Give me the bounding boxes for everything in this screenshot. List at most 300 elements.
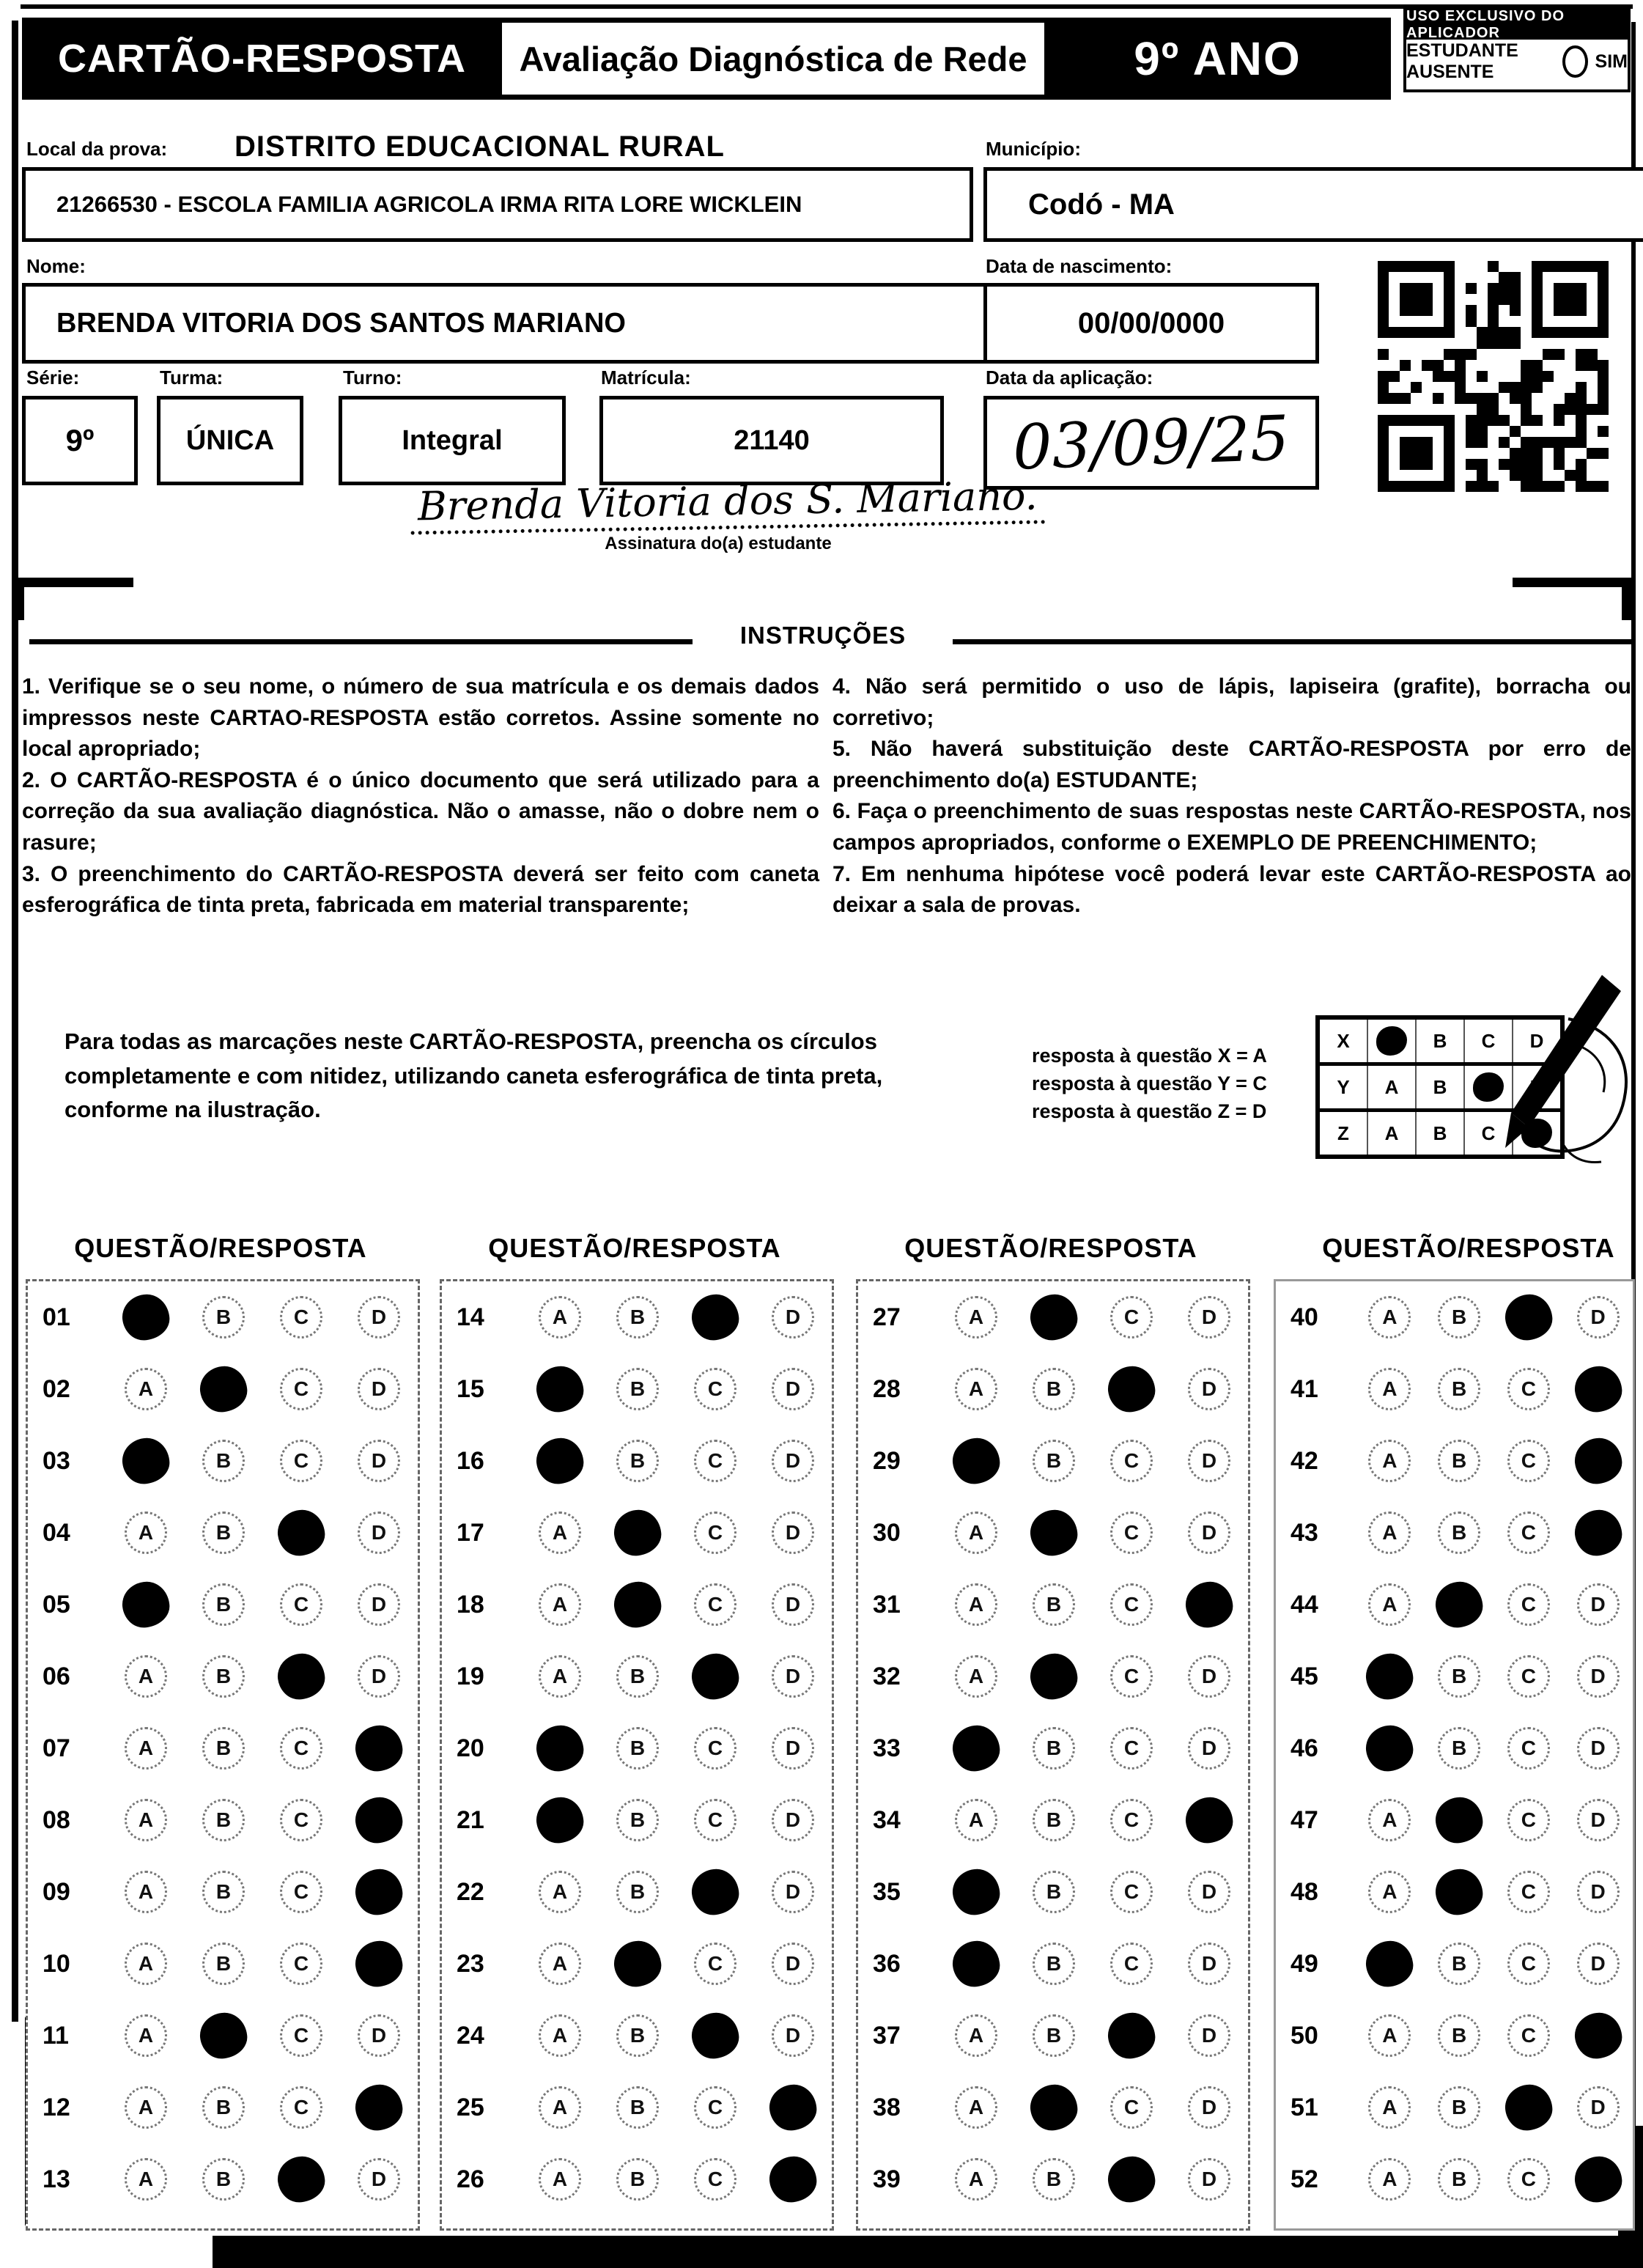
bubble-23-A[interactable]: A [539,1943,581,1985]
answer-row-49 [1276,1928,1633,2000]
bubble-40-B[interactable]: B [1438,1296,1480,1339]
question-number-38: 38 [873,2093,901,2121]
bubble-16-B[interactable]: B [616,1440,659,1482]
bubble-35-D[interactable]: D [1188,1871,1230,1913]
answer-row-43 [1276,1497,1633,1569]
bubble-24-A[interactable]: A [539,2014,581,2057]
bubble-52-A[interactable]: A [1368,2158,1411,2201]
bubble-06-A[interactable]: A [125,1655,167,1698]
municipio-value: Codó - MA [1028,188,1175,221]
bubble-02-D[interactable]: D [358,1368,400,1410]
bubble-21-D[interactable]: D [772,1799,814,1841]
question-number-44: 44 [1291,1590,1318,1619]
bubble-27-D[interactable]: D [1188,1296,1230,1339]
bubble-11-C[interactable]: C [280,2014,322,2057]
bubble-10-B[interactable]: B [202,1943,245,1985]
question-number-31: 31 [873,1590,901,1619]
answer-row-44 [1276,1569,1633,1641]
answer-row-35 [858,1856,1248,1928]
bubble-19-D[interactable]: D [772,1655,814,1698]
bubble-10-D[interactable] [352,1938,405,1989]
bubble-45-B[interactable]: B [1438,1655,1480,1698]
school-value: 21266530 - ESCOLA FAMILIA AGRICOLA IRMA RITA LORE WICKLEIN [56,191,802,217]
bubble-30-B[interactable] [1027,1507,1079,1558]
question-number-37: 37 [873,2021,901,2050]
bubble-26-A[interactable]: A [539,2158,581,2201]
bubble-06-B[interactable]: B [202,1655,245,1698]
bubble-25-D[interactable] [767,2082,819,2132]
bubble-14-A[interactable]: A [539,1296,581,1339]
bubble-04-B[interactable]: B [202,1512,245,1554]
answer-column-2 [440,1279,834,2231]
bubble-07-D[interactable] [352,1723,405,1773]
bubble-24-C[interactable] [689,2010,741,2061]
question-number-50: 50 [1291,2021,1318,2050]
bubble-33-C[interactable]: C [1110,1727,1153,1770]
bubble-52-C[interactable]: C [1507,2158,1550,2201]
bubble-14-B[interactable]: B [616,1296,659,1339]
serie-label: Série: [26,367,80,389]
answer-row-01 [28,1281,418,1353]
bubble-20-B[interactable]: B [616,1727,659,1770]
bubble-05-A[interactable] [119,1579,171,1630]
bubble-30-C[interactable]: C [1110,1512,1153,1554]
bubble-32-B[interactable] [1027,1651,1079,1701]
bubble-15-D[interactable]: D [772,1368,814,1410]
bubble-46-D[interactable]: D [1577,1727,1620,1770]
bubble-22-B[interactable]: B [616,1871,659,1913]
bubble-01-B[interactable]: B [202,1296,245,1339]
bubble-28-D[interactable]: D [1188,1368,1230,1410]
bubble-03-D[interactable]: D [358,1440,400,1482]
answer-row-18 [442,1569,832,1641]
answer-row-12 [28,2072,418,2143]
turno-label: Turno: [343,367,402,389]
bubble-46-A[interactable] [1364,1723,1416,1773]
example-bubble-Y-A: A [1368,1066,1417,1108]
bubble-39-D[interactable]: D [1188,2158,1230,2201]
bubble-25-C[interactable]: C [694,2086,736,2129]
bubble-47-A[interactable]: A [1368,1799,1411,1841]
bubble-34-B[interactable]: B [1033,1799,1075,1841]
bubble-08-D[interactable] [352,1794,405,1845]
answer-row-40 [1276,1281,1633,1353]
instructions-right-column [832,671,1631,921]
municipio-field [983,167,1643,242]
question-number-08: 08 [43,1805,70,1834]
bubble-20-A[interactable] [533,1723,586,1773]
bubble-02-C[interactable]: C [280,1368,322,1410]
bubble-41-C[interactable]: C [1507,1368,1550,1410]
bubble-39-C[interactable] [1105,2154,1157,2204]
bubble-19-A[interactable]: A [539,1655,581,1698]
bubble-26-D[interactable] [767,2154,819,2204]
bubble-45-D[interactable]: D [1577,1655,1620,1698]
bubble-35-C[interactable]: C [1110,1871,1153,1913]
bubble-35-A[interactable] [950,1866,1002,1917]
bubble-41-D[interactable] [1572,1363,1624,1414]
bubble-25-A[interactable]: A [539,2086,581,2129]
answer-column-3 [856,1279,1250,2231]
bubble-22-C[interactable] [689,1866,741,1917]
question-number-05: 05 [43,1590,70,1619]
bubble-34-D[interactable] [1183,1794,1235,1845]
matricula-field [599,396,944,485]
bubble-48-C[interactable]: C [1507,1871,1550,1913]
bubble-33-D[interactable]: D [1188,1727,1230,1770]
bubble-48-D[interactable]: D [1577,1871,1620,1913]
bubble-40-A[interactable]: A [1368,1296,1411,1339]
bubble-42-C[interactable]: C [1507,1440,1550,1482]
bubble-49-C[interactable]: C [1507,1943,1550,1985]
bubble-37-C[interactable] [1105,2010,1157,2061]
bubble-34-A[interactable]: A [955,1799,997,1841]
bubble-05-D[interactable]: D [358,1583,400,1626]
bubble-50-B[interactable]: B [1438,2014,1480,2057]
aplicacao-value-handwritten: 03/09/25 [1011,402,1291,484]
bubble-24-B[interactable]: B [616,2014,659,2057]
answer-row-11 [28,2000,418,2072]
bubble-44-B[interactable] [1433,1579,1485,1630]
bubble-14-C[interactable] [689,1292,741,1342]
bubble-11-B[interactable] [197,2010,249,2061]
bubble-12-C[interactable]: C [280,2086,322,2129]
bubble-38-D[interactable]: D [1188,2086,1230,2129]
bubble-20-C[interactable]: C [694,1727,736,1770]
bubble-42-B[interactable]: B [1438,1440,1480,1482]
bubble-43-A[interactable]: A [1368,1512,1411,1554]
bubble-51-D[interactable]: D [1577,2086,1620,2129]
bubble-27-B[interactable] [1027,1292,1079,1342]
answer-row-22 [442,1856,832,1928]
answer-row-45 [1276,1641,1633,1712]
bubble-38-A[interactable]: A [955,2086,997,2129]
bubble-37-D[interactable]: D [1188,2014,1230,2057]
bubble-22-D[interactable]: D [772,1871,814,1913]
bubble-11-A[interactable]: A [125,2014,167,2057]
example-filled-dot [1376,1026,1407,1056]
example-question-label: X [1320,1020,1368,1062]
bubble-43-D[interactable] [1572,1507,1624,1558]
instructions-left-column [22,671,819,921]
bubble-36-C[interactable]: C [1110,1943,1153,1985]
bubble-39-B[interactable]: B [1033,2158,1075,2201]
bubble-18-A[interactable]: A [539,1583,581,1626]
answer-row-27 [858,1281,1248,1353]
bubble-08-A[interactable]: A [125,1799,167,1841]
answer-row-50 [1276,2000,1633,2072]
bubble-47-D[interactable]: D [1577,1799,1620,1841]
turma-value: ÚNICA [185,424,275,456]
student-absent-bubble[interactable] [1562,45,1587,78]
bubble-04-A[interactable]: A [125,1512,167,1554]
bubble-52-B[interactable]: B [1438,2158,1480,2201]
bubble-09-A[interactable]: A [125,1871,167,1913]
bubble-22-A[interactable]: A [539,1871,581,1913]
registration-mark-left-leg [15,578,24,620]
answer-row-10 [28,1928,418,2000]
bubble-17-C[interactable]: C [694,1512,736,1554]
bubble-05-C[interactable]: C [280,1583,322,1626]
bubble-32-A[interactable]: A [955,1655,997,1698]
bubble-09-D[interactable] [352,1866,405,1917]
question-number-52: 52 [1291,2165,1318,2193]
bubble-44-C[interactable]: C [1507,1583,1550,1626]
question-number-43: 43 [1291,1518,1318,1547]
bubble-23-D[interactable]: D [772,1943,814,1985]
answer-row-48 [1276,1856,1633,1928]
nome-label: Nome: [26,255,86,277]
student-absent-option: SIM [1595,51,1628,72]
bubble-29-D[interactable]: D [1188,1440,1230,1482]
answer-row-20 [442,1712,832,1784]
bubble-16-C[interactable]: C [694,1440,736,1482]
bubble-33-A[interactable] [950,1723,1002,1773]
bubble-31-D[interactable] [1183,1579,1235,1630]
question-number-39: 39 [873,2165,901,2193]
answer-row-33 [858,1712,1248,1784]
bubble-18-C[interactable]: C [694,1583,736,1626]
answer-row-05 [28,1569,418,1641]
bubble-30-A[interactable]: A [955,1512,997,1554]
bubble-50-C[interactable]: C [1507,2014,1550,2057]
bubble-36-A[interactable] [950,1938,1002,1989]
marking-note: Para todas as marcações neste CARTÃO-RESPOSTA, preencha os círculos completamente e com nitidez, utilizando caneta esferográfica de tinta preta, conforme na ilustração. [64,1028,883,1122]
bubble-26-C[interactable]: C [694,2158,736,2201]
answer-row-38 [858,2072,1248,2143]
bubble-15-C[interactable]: C [694,1368,736,1410]
example-bubble-Z-C: C [1465,1112,1513,1155]
example-bubble-X-A [1368,1020,1417,1062]
registration-mark-left [15,578,133,587]
bubble-26-B[interactable]: B [616,2158,659,2201]
answer-row-41 [1276,1353,1633,1425]
bubble-23-B[interactable] [611,1938,663,1989]
bubble-07-B[interactable]: B [202,1727,245,1770]
bubble-45-A[interactable] [1364,1651,1416,1701]
bubble-40-D[interactable]: D [1577,1296,1620,1339]
bubble-47-C[interactable]: C [1507,1799,1550,1841]
bubble-12-D[interactable] [352,2082,405,2132]
question-number-49: 49 [1291,1949,1318,1978]
grade-badge: 9º ANO [1134,32,1302,85]
question-number-10: 10 [43,1949,70,1978]
bubble-37-A[interactable]: A [955,2014,997,2057]
bubble-10-A[interactable]: A [125,1943,167,1985]
bubble-10-C[interactable]: C [280,1943,322,1985]
bubble-08-B[interactable]: B [202,1799,245,1841]
answer-row-03 [28,1425,418,1497]
bubble-12-B[interactable]: B [202,2086,245,2129]
bubble-02-B[interactable] [197,1363,249,1414]
bubble-17-B[interactable] [611,1507,663,1558]
bubble-21-C[interactable]: C [694,1799,736,1841]
bubble-44-A[interactable]: A [1368,1583,1411,1626]
bubble-45-C[interactable]: C [1507,1655,1550,1698]
instruction-item-6: 6. Faça o preenchimento de suas respostas neste CARTÃO-RESPOSTA, nos campos apropriados, conforme o EXEMPLO DE PREENCHIMENTO; [832,799,1631,855]
question-number-30: 30 [873,1518,901,1547]
bubble-16-D[interactable]: D [772,1440,814,1482]
bubble-25-B[interactable]: B [616,2086,659,2129]
bubble-07-C[interactable]: C [280,1727,322,1770]
bubble-51-A[interactable]: A [1368,2086,1411,2129]
bubble-20-D[interactable]: D [772,1727,814,1770]
bubble-16-A[interactable] [533,1435,586,1486]
bubble-51-C[interactable] [1502,2082,1554,2132]
nascimento-value: 00/00/0000 [1077,306,1225,339]
bubble-18-D[interactable]: D [772,1583,814,1626]
answer-row-14 [442,1281,832,1353]
bubble-31-C[interactable]: C [1110,1583,1153,1626]
bubble-48-A[interactable]: A [1368,1871,1411,1913]
question-number-11: 11 [43,2021,69,2050]
nascimento-field [983,283,1319,364]
instructions-rule-left [29,639,693,644]
bubble-38-B[interactable] [1027,2082,1079,2132]
matricula-label: Matrícula: [601,367,691,389]
bubble-40-C[interactable] [1502,1292,1554,1342]
bubble-29-C[interactable]: C [1110,1440,1153,1482]
bubble-21-B[interactable]: B [616,1799,659,1841]
question-number-18: 18 [457,1590,484,1619]
bubble-15-A[interactable] [533,1363,586,1414]
instruction-item-4: 4. Não será permitido o uso de lápis, lapiseira (grafite), borracha ou corretivo; [832,674,1631,730]
bubble-27-C[interactable]: C [1110,1296,1153,1339]
bubble-07-A[interactable]: A [125,1727,167,1770]
bubble-18-B[interactable] [611,1579,663,1630]
bubble-06-C[interactable] [275,1651,327,1701]
bubble-23-C[interactable]: C [694,1943,736,1985]
bubble-49-D[interactable]: D [1577,1943,1620,1985]
bubble-15-B[interactable]: B [616,1368,659,1410]
bubble-33-B[interactable]: B [1033,1727,1075,1770]
example-question-label: Z [1320,1112,1368,1155]
bubble-09-B[interactable]: B [202,1871,245,1913]
bubble-01-A[interactable] [119,1292,171,1342]
example-legend-line-1: resposta à questão X = A [1032,1045,1267,1067]
bubble-13-D[interactable]: D [358,2158,400,2201]
bubble-13-A[interactable]: A [125,2158,167,2201]
bubble-34-C[interactable]: C [1110,1799,1153,1841]
bubble-31-B[interactable]: B [1033,1583,1075,1626]
bubble-51-B[interactable]: B [1438,2086,1480,2129]
bubble-01-D[interactable]: D [358,1296,400,1339]
bubble-49-B[interactable]: B [1438,1943,1480,1985]
answer-row-25 [442,2072,832,2143]
bubble-19-C[interactable] [689,1651,741,1701]
question-number-23: 23 [457,1949,484,1978]
answer-row-07 [28,1712,418,1784]
bubble-43-C[interactable]: C [1507,1512,1550,1554]
question-number-36: 36 [873,1949,901,1978]
bubble-01-C[interactable]: C [280,1296,322,1339]
bubble-41-A[interactable]: A [1368,1368,1411,1410]
bubble-28-A[interactable]: A [955,1368,997,1410]
bubble-17-D[interactable]: D [772,1512,814,1554]
bubble-50-A[interactable]: A [1368,2014,1411,2057]
bubble-48-B[interactable] [1433,1866,1485,1917]
bubble-50-D[interactable] [1572,2010,1624,2061]
bubble-43-B[interactable]: B [1438,1512,1480,1554]
bubble-09-C[interactable]: C [280,1871,322,1913]
answer-row-29 [858,1425,1248,1497]
bubble-32-D[interactable]: D [1188,1655,1230,1698]
example-legend-line-2: resposta à questão Y = C [1032,1072,1267,1094]
bubble-49-A[interactable] [1364,1938,1416,1989]
question-number-35: 35 [873,1877,901,1906]
bubble-36-D[interactable]: D [1188,1943,1230,1985]
bubble-29-B[interactable]: B [1033,1440,1075,1482]
bubble-41-B[interactable]: B [1438,1368,1480,1410]
bubble-12-A[interactable]: A [125,2086,167,2129]
question-header-3: QUESTÃO/RESPOSTA [904,1233,1197,1263]
signature-handwritten[interactable]: Brenda Vitoria dos S. Mariano. [410,472,1045,534]
bubble-42-D[interactable] [1572,1435,1624,1486]
bubble-13-C[interactable] [275,2154,327,2204]
bubble-21-A[interactable] [533,1794,586,1845]
bubble-02-A[interactable]: A [125,1368,167,1410]
bubble-44-D[interactable]: D [1577,1583,1620,1626]
answer-row-47 [1276,1784,1633,1856]
question-number-13: 13 [43,2165,70,2193]
bubble-42-A[interactable]: A [1368,1440,1411,1482]
bubble-28-C[interactable] [1105,1363,1157,1414]
bubble-46-C[interactable]: C [1507,1727,1550,1770]
bubble-37-B[interactable]: B [1033,2014,1075,2057]
bubble-38-C[interactable]: C [1110,2086,1153,2129]
example-bubble-Z-B: B [1417,1112,1465,1155]
pen-writing-hand-icon [1458,975,1642,1173]
bubble-13-B[interactable]: B [202,2158,245,2201]
answer-row-02 [28,1353,418,1425]
bubble-03-A[interactable] [119,1435,171,1486]
question-number-16: 16 [457,1446,484,1475]
bubble-19-B[interactable]: B [616,1655,659,1698]
bubble-06-D[interactable]: D [358,1655,400,1698]
bubble-30-D[interactable]: D [1188,1512,1230,1554]
bubble-52-D[interactable] [1572,2154,1624,2204]
bubble-08-C[interactable]: C [280,1799,322,1841]
bubble-14-D[interactable]: D [772,1296,814,1339]
bubble-11-D[interactable]: D [358,2014,400,2057]
bubble-17-A[interactable]: A [539,1512,581,1554]
bubble-47-B[interactable] [1433,1794,1485,1845]
bubble-39-A[interactable]: A [955,2158,997,2201]
bubble-05-B[interactable]: B [202,1583,245,1626]
bubble-31-A[interactable]: A [955,1583,997,1626]
bubble-36-B[interactable]: B [1033,1943,1075,1985]
instruction-item-2: 2. O CARTÃO-RESPOSTA é o único documento que será utilizado para a correção da sua avaliação diagnóstica. Não o amasse, não o dobre nem o rasure; [22,767,819,855]
bubble-29-A[interactable] [950,1435,1002,1486]
municipio-label: Município: [986,138,1081,160]
answer-row-04 [28,1497,418,1569]
bubble-04-D[interactable]: D [358,1512,400,1554]
bubble-04-C[interactable] [275,1507,327,1558]
bubble-28-B[interactable]: B [1033,1368,1075,1410]
answer-row-19 [442,1641,832,1712]
question-number-14: 14 [457,1303,484,1331]
bubble-32-C[interactable]: C [1110,1655,1153,1698]
question-number-46: 46 [1291,1734,1318,1762]
local-label: Local da prova: [26,138,168,160]
bubble-03-C[interactable]: C [280,1440,322,1482]
bubble-35-B[interactable]: B [1033,1871,1075,1913]
bubble-03-B[interactable]: B [202,1440,245,1482]
bubble-46-B[interactable]: B [1438,1727,1480,1770]
question-number-25: 25 [457,2093,484,2121]
bubble-24-D[interactable]: D [772,2014,814,2057]
bubble-27-A[interactable]: A [955,1296,997,1339]
